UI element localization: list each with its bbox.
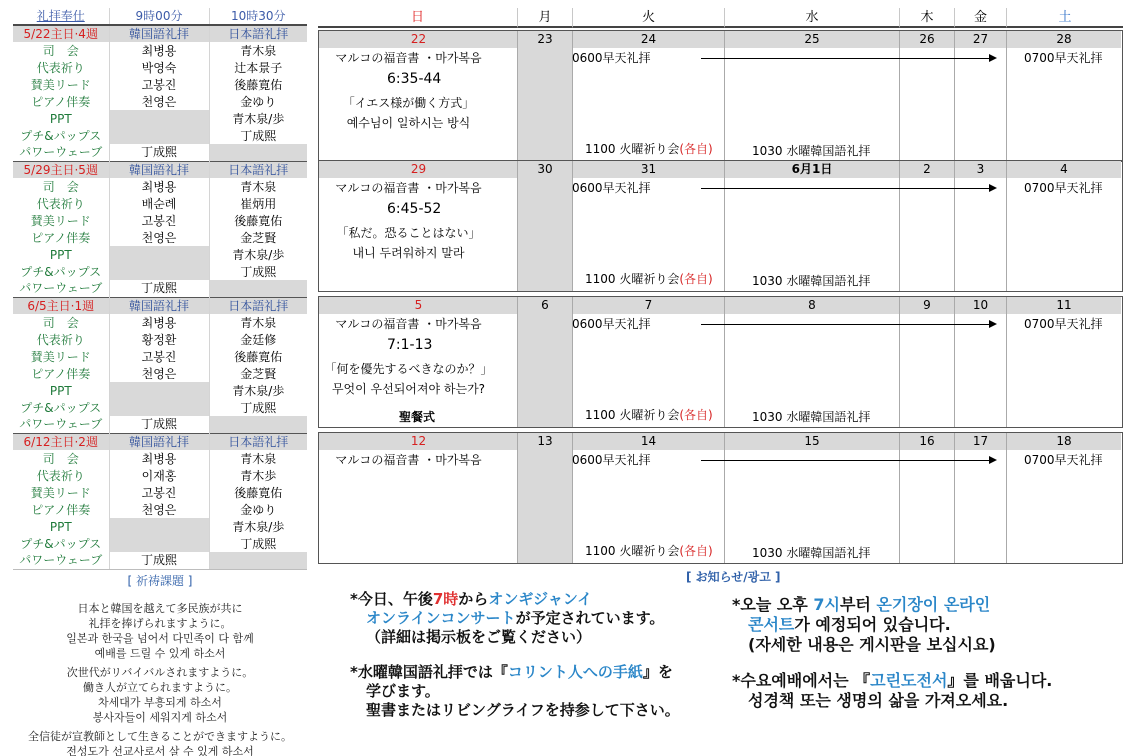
roster-korean-service: 황정환 [109, 331, 209, 348]
roster-korean-service: 고봉진 [109, 212, 209, 229]
notice-ko1-line2 [732, 615, 1052, 635]
date-cell: 28 [1006, 31, 1121, 48]
sermon-title-ja: 「何を優先するべきなのか？」 [324, 362, 493, 376]
date-cell: 15 [724, 433, 899, 450]
weekday-header: 日 [318, 8, 517, 28]
date-cell: 6月1日 [724, 161, 899, 178]
text: （詳細は掲示板をご覧ください） [366, 628, 592, 646]
date-cell: 23 [517, 31, 572, 48]
roster-row [13, 127, 307, 144]
prayer-title: [ 祈祷課題 ] [127, 574, 193, 588]
date-cell: 2 [899, 161, 954, 178]
date-cell: 12 [319, 433, 518, 450]
roster-week-header [13, 25, 307, 42]
column-divider [517, 314, 518, 427]
roster-japanese-service: 丁成熙 [209, 127, 307, 144]
roster-week-label: 5/29主日·5週 [13, 161, 109, 178]
roster-japanese-service: 辻本景子 [209, 59, 307, 76]
event-mark: (各自) [679, 544, 713, 558]
roster-korean-service: 고봉진 [109, 76, 209, 93]
column-divider [954, 178, 955, 291]
wednesday-korean-service: 1030 水曜韓国語礼拝 [752, 410, 871, 424]
prayer-line: 日本と韓国を越えて多民族が共に [77, 602, 243, 615]
date-cell: 27 [954, 31, 1006, 48]
column-divider [1006, 48, 1007, 161]
roster-row [13, 501, 307, 518]
notice-jp2-line3 [350, 701, 680, 720]
roster-col-korean: 韓国語礼拝 [109, 297, 209, 314]
roster-japanese-service: 青木泉/歩 [209, 382, 307, 399]
prayer-item [13, 729, 307, 756]
roster-role: 司 会 [42, 315, 79, 330]
roster-role: ピアノ伴奏 [31, 502, 91, 517]
date-cell: 29 [319, 161, 518, 178]
wednesday-korean-service: 1030 水曜韓国語礼拝 [752, 546, 871, 560]
date-cell: 9 [899, 297, 954, 314]
date-cell: 8 [724, 297, 899, 314]
prayer-line: 예배를 드릴 수 있게 하소서 [94, 647, 226, 660]
roster-japanese-service: 青木泉 [209, 314, 307, 331]
roster-korean-service: 박영숙 [109, 59, 209, 76]
weekday-header: 火 [572, 8, 724, 28]
roster-japanese-service: 金芝賢 [209, 365, 307, 382]
weekday-header: 木 [899, 8, 954, 28]
roster-role: ピアノ伴奏 [31, 366, 91, 381]
weekday-header: 金 [954, 8, 1006, 28]
roster-korean-service: 최병용 [109, 314, 209, 331]
roster-role: PPT [49, 247, 72, 262]
text: *수요예배에서는 『 [732, 671, 871, 690]
arrow-line [701, 460, 995, 461]
arrow-line [701, 58, 995, 59]
roster-korean-service: 천영은 [109, 501, 209, 518]
column-divider [1006, 314, 1007, 427]
roster-role: 代表祈り [36, 332, 85, 347]
roster-japanese-service: 金ゆり [209, 93, 307, 110]
notice-jp1-line1 [350, 590, 680, 609]
roster-role: 代表祈り [36, 60, 85, 75]
roster-korean-service: 천영은 [109, 229, 209, 246]
column-divider [899, 450, 900, 563]
date-cell: 7 [572, 297, 724, 314]
roster-role: PPT [49, 383, 72, 398]
sermon-verse: 6:45-52 [387, 201, 442, 217]
roster-japanese-service: 青木泉 [209, 42, 307, 59]
date-cell: 3 [954, 161, 1006, 178]
text: *今日、午後 [350, 590, 433, 608]
roster-row [13, 552, 307, 569]
date-cell: 17 [954, 433, 1006, 450]
roster-japanese-service [209, 280, 307, 297]
roster-role: PPT [49, 111, 72, 126]
roster-japanese-service: 青木泉/歩 [209, 110, 307, 127]
text: 성경책 또는 생명의 삶을 가져오세요. [748, 691, 1009, 710]
notice-ko2-line2 [732, 691, 1052, 711]
text: が予定されています。 [515, 609, 665, 627]
date-cell: 10 [954, 297, 1006, 314]
highlight-name: オンギジャンイ [488, 590, 593, 608]
roster-row [13, 399, 307, 416]
prayer-line: 봉사자들이 세워지게 하소서 [92, 711, 228, 724]
notice-ko1-line1 [732, 595, 1052, 615]
roster-japanese-service: 崔炳用 [209, 195, 307, 212]
roster-korean-service [109, 127, 209, 144]
roster-role: ピアノ伴奏 [31, 230, 91, 245]
roster-row [13, 365, 307, 382]
roster-col-korean: 韓国語礼拝 [109, 161, 209, 178]
prayer-line: 働き人が立てられますように。 [83, 681, 237, 694]
monday-shade [518, 178, 573, 291]
roster-korean-service: 丁成熙 [109, 144, 209, 161]
roster-japanese-service [209, 416, 307, 433]
notice-jp1-line3 [350, 628, 680, 647]
roster-week-label: 6/5主日·1週 [13, 297, 109, 314]
roster-korean-service: 丁成熙 [109, 416, 209, 433]
roster-col-japanese: 日本語礼拝 [209, 433, 307, 450]
roster-row [13, 314, 307, 331]
roster-japanese-service: 後藤寛佑 [209, 348, 307, 365]
roster-role: パワーウェーブ [13, 552, 109, 569]
date-cell: 25 [724, 31, 899, 48]
notice-jp2-line2 [350, 682, 680, 701]
roster-col-japanese: 日本語礼拝 [209, 25, 307, 42]
roster-korean-service [109, 263, 209, 280]
calendar [318, 8, 1123, 564]
roster-role: プチ&パップス [20, 128, 102, 143]
notices-title: [ お知らせ/광고 ] [686, 570, 781, 584]
roster-role: プチ&パップス [20, 264, 102, 279]
roster-role: 賛美リード [30, 349, 91, 364]
dawn-prayer-tue: 0600早天礼拝 [572, 317, 651, 331]
roster-japanese-service: 後藤寛佑 [209, 212, 307, 229]
highlight-time: 7時 [432, 590, 459, 608]
event-text: 1100 火曜祈り会 [585, 142, 680, 156]
roster-korean-service: 고봉진 [109, 348, 209, 365]
roster-korean-service [109, 518, 209, 535]
roster-role: 賛美リード [30, 77, 91, 92]
monday-shade [518, 48, 573, 161]
roster-japanese-service: 後藤寛佑 [209, 484, 307, 501]
weekday-header: 水 [724, 8, 899, 28]
roster-role: パワーウェーブ [19, 145, 103, 160]
column-divider [1006, 178, 1007, 291]
column-divider [899, 178, 900, 291]
sermon-title-ko: 내니 두려워하지 말라 [352, 246, 465, 260]
roster-role: 司 会 [42, 43, 79, 58]
weekday-header: 月 [517, 8, 572, 28]
date-cell: 24 [572, 31, 724, 48]
roster-row [13, 467, 307, 484]
roster-header-time-1: 9時00分 [109, 8, 209, 25]
roster-row [13, 212, 307, 229]
event-text: 1100 火曜祈り会 [585, 408, 680, 422]
tuesday-prayer-meeting [585, 141, 713, 157]
roster-row [13, 93, 307, 110]
highlight-book: コリント人への手紙 [507, 663, 643, 681]
roster-japanese-service: 丁成熙 [209, 399, 307, 416]
sermon-verse: 7:1-13 [387, 337, 433, 353]
roster-row [13, 76, 307, 93]
prayer-line: 전성도가 선교사로서 살 수 있게 하소서 [66, 745, 254, 756]
event-text: 1100 火曜祈り会 [585, 544, 680, 558]
text: 가 예정되어 있습니다. [794, 615, 951, 634]
roster-role: PPT [49, 519, 72, 534]
arrow-line [701, 188, 995, 189]
roster-col-korean: 韓国語礼拝 [109, 25, 209, 42]
roster-korean-service [109, 110, 209, 127]
calendar-week [318, 432, 1123, 564]
column-divider [724, 314, 725, 427]
roster-week-label: 6/12主日·2週 [13, 433, 109, 450]
notice-korean [732, 595, 1052, 711]
text: 부터 [839, 595, 877, 614]
text: 学びます。 [366, 682, 440, 700]
roster-week-header [13, 161, 307, 178]
roster-japanese-service: 丁成熙 [209, 535, 307, 552]
calendar-week [318, 160, 1123, 292]
sermon-title-ja: 「私だ。恐ることはない」 [336, 226, 481, 240]
roster-row [13, 450, 307, 467]
date-cell: 22 [319, 31, 518, 48]
column-divider [517, 450, 518, 563]
sermon-book: マルコの福音書 ・마가복음 [335, 317, 482, 331]
service-roster [13, 8, 307, 570]
text: 』を [642, 663, 673, 681]
roster-role: 司 会 [42, 451, 79, 466]
roster-role: 賛美リード [30, 213, 91, 228]
tuesday-prayer-meeting [585, 407, 713, 423]
column-divider [954, 450, 955, 563]
roster-row [13, 110, 307, 127]
text: 聖書またはリビングライフを持参して下さい。 [366, 701, 680, 719]
roster-korean-service: 천영은 [109, 365, 209, 382]
date-cell: 18 [1006, 433, 1121, 450]
roster-japanese-service: 青木歩 [209, 467, 307, 484]
roster-japanese-service: 後藤寛佑 [209, 76, 307, 93]
roster-body [13, 8, 307, 569]
roster-korean-service: 배순례 [109, 195, 209, 212]
roster-row [13, 263, 307, 280]
roster-week-label: 5/22主日·4週 [13, 25, 109, 42]
roster-korean-service [109, 246, 209, 263]
roster-japanese-service: 青木泉 [209, 450, 307, 467]
prayer-requests [13, 572, 307, 756]
date-cell: 5 [319, 297, 518, 314]
prayer-item [13, 601, 307, 661]
roster-japanese-service: 青木泉 [209, 178, 307, 195]
roster-korean-service: 최병용 [109, 42, 209, 59]
column-divider [1006, 450, 1007, 563]
column-divider [724, 48, 725, 161]
roster-header-row [13, 8, 307, 25]
date-cell: 11 [1006, 297, 1121, 314]
monday-shade [518, 450, 573, 563]
roster-role: プチ&パップス [20, 536, 102, 551]
roster-row [13, 195, 307, 212]
roster-role: ピアノ伴奏 [31, 94, 91, 109]
roster-header-title: 礼拝奉仕 [13, 8, 109, 25]
roster-week-header [13, 297, 307, 314]
prayer-item [13, 665, 307, 725]
text: *水曜韓国語礼拝では『 [350, 663, 508, 681]
column-divider [954, 48, 955, 161]
calendar-week [318, 296, 1123, 428]
notice-jp2-line1 [350, 663, 680, 682]
notice-ko1-line3 [732, 635, 1052, 655]
column-divider [724, 178, 725, 291]
notice-japanese [350, 590, 680, 720]
roster-korean-service [109, 535, 209, 552]
tuesday-prayer-meeting [585, 543, 713, 559]
column-divider [899, 48, 900, 161]
roster-japanese-service: 丁成熙 [209, 263, 307, 280]
roster-row [13, 229, 307, 246]
roster-col-japanese: 日本語礼拝 [209, 161, 307, 178]
roster-role: 賛美リード [30, 485, 91, 500]
roster-role: パワーウェーブ [19, 281, 103, 296]
roster-japanese-service: 青木泉/歩 [209, 518, 307, 535]
roster-row [13, 348, 307, 365]
roster-row [13, 246, 307, 263]
notice-ko2-line1 [732, 671, 1052, 691]
roster-korean-service: 丁成熙 [109, 552, 209, 569]
roster-korean-service: 이재홍 [109, 467, 209, 484]
sermon-title-ko: 무엇이 우선되어져야 하는가? [331, 382, 486, 396]
roster-row [13, 331, 307, 348]
roster-row [13, 178, 307, 195]
date-cell: 30 [517, 161, 572, 178]
dawn-prayer-tue: 0600早天礼拝 [572, 453, 651, 467]
weekday-header: 土 [1006, 8, 1123, 28]
roster-row [13, 484, 307, 501]
roster-japanese-service: 青木泉/歩 [209, 246, 307, 263]
roster-row [13, 280, 307, 297]
wednesday-korean-service: 1030 水曜韓国語礼拝 [752, 274, 871, 288]
date-cell: 16 [899, 433, 954, 450]
roster-role: 代表祈り [36, 468, 85, 483]
roster-role: 司 会 [42, 179, 79, 194]
roster-role: 代表祈り [36, 196, 85, 211]
date-cell: 26 [899, 31, 954, 48]
column-divider [954, 314, 955, 427]
roster-japanese-service [209, 144, 307, 161]
event-mark: (各自) [679, 272, 713, 286]
dawn-prayer-sat: 0700早天礼拝 [1024, 181, 1103, 195]
roster-korean-service: 최병용 [109, 450, 209, 467]
roster-row [13, 42, 307, 59]
roster-korean-service [109, 382, 209, 399]
text: (자세한 내용은 게시판을 보십시요) [748, 635, 996, 654]
text: 』를 배웁니다. [947, 671, 1053, 690]
roster-japanese-service: 金芝賢 [209, 229, 307, 246]
roster-week-header [13, 433, 307, 450]
roster-row [13, 518, 307, 535]
roster-row [13, 535, 307, 552]
calendar-week [318, 30, 1123, 162]
highlight-book: 고린도전서 [870, 671, 948, 690]
prayer-groups [13, 601, 307, 756]
sermon-book: マルコの福音書 ・마가복음 [335, 51, 482, 65]
prayer-line: 일본과 한국을 넘어서 다민족이 다 함께 [66, 632, 254, 645]
prayer-line: 차세대가 부흥되게 하소서 [98, 696, 222, 709]
column-divider [517, 178, 518, 291]
roster-role: パワーウェーブ [19, 417, 103, 432]
roster-row [13, 416, 307, 433]
roster-japanese-service: 金廷修 [209, 331, 307, 348]
date-cell: 14 [572, 433, 724, 450]
prayer-line: 全信徒が宣教師として生きることができますように。 [28, 730, 292, 743]
event-mark: (各自) [679, 408, 713, 422]
dawn-prayer-tue: 0600早天礼拝 [572, 51, 651, 65]
dawn-prayer-sat: 0700早天礼拝 [1024, 317, 1103, 331]
sermon-title-ja: 「イエス様が働く方式」 [342, 96, 475, 110]
monday-shade [518, 314, 573, 427]
date-cell: 4 [1006, 161, 1121, 178]
highlight-name: オンラインコンサート [366, 609, 516, 627]
highlight-name: 온기장이 온라인 [876, 595, 991, 614]
highlight-time: 7시 [813, 595, 840, 614]
dawn-prayer-tue: 0600早天礼拝 [572, 181, 651, 195]
sermon-book: マルコの福音書 ・마가복음 [335, 453, 482, 467]
prayer-line: 礼拝を捧げられますように。 [88, 617, 232, 630]
roster-row [13, 144, 307, 161]
roster-row [13, 59, 307, 76]
roster-row [13, 382, 307, 399]
sermon-book: マルコの福音書 ・마가복음 [335, 181, 482, 195]
text: *오늘 오후 [732, 595, 814, 614]
date-cell: 6 [517, 297, 572, 314]
communion-label: 聖餐式 [399, 410, 436, 424]
dawn-prayer-sat: 0700早天礼拝 [1024, 51, 1103, 65]
text: から [458, 590, 489, 608]
event-text: 1100 火曜祈り会 [585, 272, 680, 286]
roster-korean-service [109, 399, 209, 416]
roster-korean-service: 천영은 [109, 93, 209, 110]
roster-korean-service: 고봉진 [109, 484, 209, 501]
tuesday-prayer-meeting [585, 271, 713, 287]
wednesday-korean-service: 1030 水曜韓国語礼拝 [752, 144, 871, 158]
prayer-line: 次世代がリバイバルされますように。 [66, 666, 254, 679]
date-cell: 31 [572, 161, 724, 178]
arrow-line [701, 324, 995, 325]
column-divider [517, 48, 518, 161]
sermon-title-ko: 예수님이 일하시는 방식 [346, 116, 471, 130]
column-divider [899, 314, 900, 427]
roster-col-japanese: 日本語礼拝 [209, 297, 307, 314]
highlight-name: 콘서트 [748, 615, 795, 634]
column-divider [724, 450, 725, 563]
event-mark: (各自) [679, 142, 713, 156]
roster-japanese-service [209, 552, 307, 569]
roster-col-korean: 韓国語礼拝 [109, 433, 209, 450]
roster-role: プチ&パップス [20, 400, 102, 415]
roster-korean-service: 丁成熙 [109, 280, 209, 297]
roster-korean-service: 최병용 [109, 178, 209, 195]
sermon-verse: 6:35-44 [387, 71, 442, 87]
dawn-prayer-sat: 0700早天礼拝 [1024, 453, 1103, 467]
roster-header-time-2: 10時30分 [209, 8, 307, 25]
notice-jp1-line2 [350, 609, 680, 628]
roster-japanese-service: 金ゆり [209, 501, 307, 518]
date-cell: 13 [517, 433, 572, 450]
